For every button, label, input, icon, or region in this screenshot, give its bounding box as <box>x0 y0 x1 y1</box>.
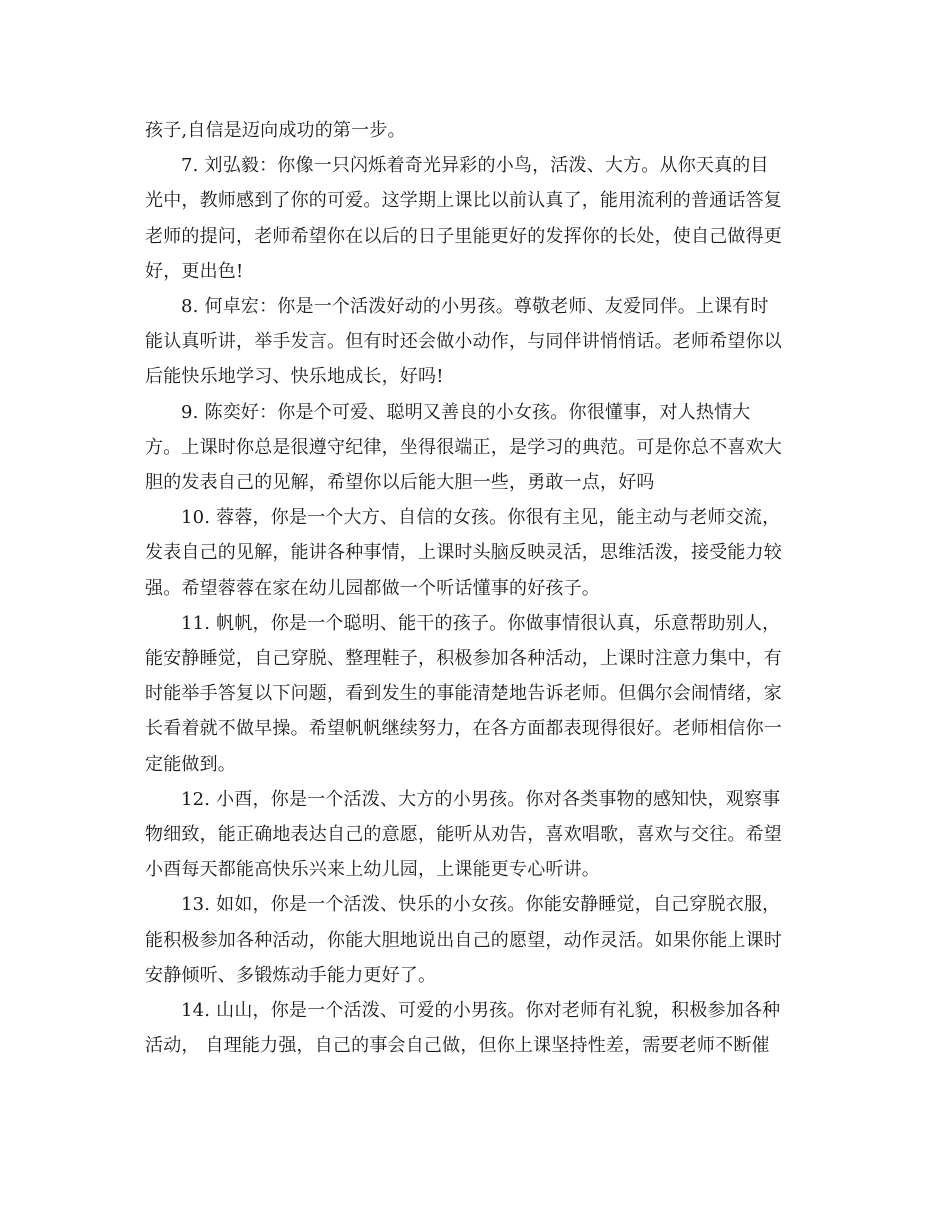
paragraph-12-xiaoyou <box>145 782 807 888</box>
text-line: 10. 蓉蓉，你是一个大方、自信的女孩。你很有主见，能主动与老师交流， <box>181 507 781 529</box>
text-line: 定能做到。 <box>145 753 236 775</box>
text-line: 9. 陈奕好：你是个可爱、聪明又善良的小女孩。你很懂事，对人热情大 <box>181 401 751 423</box>
text-line: 胆的发表自己的见解，希望你以后能大胆一些，勇敢一点，好吗 <box>145 472 655 494</box>
text-line: 能积极参加各种活动，你能大胆地说出自己的愿望，动作灵活。如果你能上课时 <box>145 929 782 951</box>
paragraph-13-ruru <box>145 887 807 993</box>
text-line: 长看着就不做早操。希望帆帆继续努力，在各方面都表现得很好。老师相信你一 <box>145 718 782 740</box>
text-line: 7. 刘弘毅：你像一只闪烁着奇光异彩的小鸟，活泼、大方。从你天真的目 <box>181 155 769 177</box>
text-line: 老师的提问，老师希望你在以后的日子里能更好的发挥你的长处，使自己做得更 <box>145 225 782 247</box>
text-line: 13. 如如，你是一个活泼、快乐的小女孩。你能安静睡觉，自己穿脱衣服， <box>181 894 781 916</box>
text-line: 孩子,自信是迈向成功的第一步。 <box>145 120 406 141</box>
paragraph-9-chen-yihao <box>145 395 807 501</box>
text-line: 安静倾听、多锻炼动手能力更好了。 <box>145 964 437 986</box>
text-line: 活动， 自理能力强，自己的事会自己做，但你上课坚持性差，需要老师不断催 <box>145 1035 770 1057</box>
paragraph-14-shanshan <box>145 993 807 1063</box>
paragraph-8-he-zhuohong <box>145 289 807 395</box>
text-line: 12. 小酉，你是一个活泼、大方的小男孩。你对各类事物的感知快，观察事 <box>181 788 781 810</box>
paragraph-11-fanfan <box>145 606 807 782</box>
text-line: 能认真听讲，举手发言。但有时还会做小动作，与同伴讲悄悄话。老师希望你以 <box>145 331 782 353</box>
text-line: 14. 山山，你是一个活泼、可爱的小男孩。你对老师有礼貌，积极参加各种 <box>181 1000 781 1022</box>
text-line: 能安静睡觉，自己穿脱、整理鞋子，积极参加各种活动，上课时注意力集中，有 <box>145 648 782 670</box>
paragraph-10-rongrong <box>145 500 807 606</box>
text-line: 后能快乐地学习、快乐地成长，好吗! <box>145 366 444 388</box>
paragraph-6-tail <box>145 113 807 148</box>
paragraph-7-liu-hongyi <box>145 148 807 289</box>
text-line: 8. 何卓宏：你是一个活泼好动的小男孩。尊敬老师、友爱同伴。上课有时 <box>181 296 769 318</box>
text-line: 小酉每天都能高快乐兴来上幼儿园，上课能更专心听讲。 <box>145 859 600 881</box>
text-line: 物细致，能正确地表达自己的意愿，能听从劝告，喜欢唱歌，喜欢与交往。希望 <box>145 824 782 846</box>
text-line: 光中，教师感到了你的可爱。这学期上课比以前认真了，能用流利的普通话答复 <box>145 190 782 212</box>
text-line: 发表自己的见解，能讲各种事情，上课时头脑反映灵活，思维活泼，接受能力较 <box>145 542 782 564</box>
text-line: 时能举手答复以下问题，看到发生的事能清楚地告诉老师。但偶尔会闹情绪，家 <box>145 683 782 705</box>
text-line: 强。希望蓉蓉在家在幼儿园都做一个听话懂事的好孩子。 <box>145 577 600 599</box>
text-line: 好，更出色! <box>145 260 244 282</box>
text-line: 方。上课时你总是很遵守纪律，坐得很端正，是学习的典范。可是你总不喜欢大 <box>145 436 782 458</box>
text-line: 11. 帆帆，你是一个聪明、能干的孩子。你做事情很认真，乐意帮助别人， <box>181 612 781 634</box>
document-body <box>145 113 807 1063</box>
